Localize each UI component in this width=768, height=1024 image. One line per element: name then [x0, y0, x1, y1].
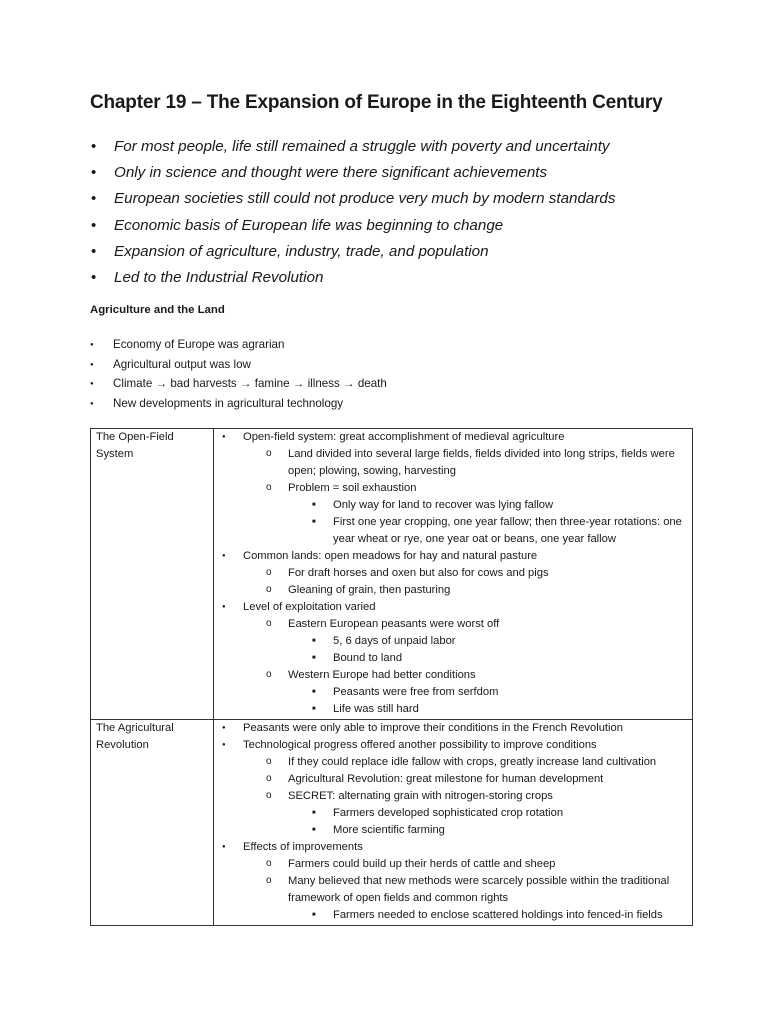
- intro-bullet: • Economic basis of European life was beginning to change: [90, 213, 615, 239]
- agriculture-bullet: ● Economy of Europe was agrarian: [90, 335, 387, 355]
- topic-cell: The Open-Field System: [91, 429, 214, 720]
- topic-cell: The Agricultural Revolution: [91, 720, 214, 926]
- detail-cell: [214, 429, 693, 720]
- intro-bullet: • For most people, life still remained a struggle with poverty and uncertainty: [90, 134, 615, 160]
- outline-item-level-2: o Western Europe had better conditions: [214, 667, 688, 684]
- intro-bullet: • Only in science and thought were there significant achievements: [90, 160, 615, 186]
- intro-bullet: • Expansion of agriculture, industry, trade, and population: [90, 239, 615, 265]
- outline-item-level-3: ■ Only way for land to recover was lying fallow: [214, 497, 688, 514]
- outline-item-level-1: ● Effects of improvements: [214, 839, 688, 856]
- intro-bullet-list: [90, 134, 615, 291]
- outline-item-level-3: ■ First one year cropping, one year fallow; then three-year rotations: one year wheat or rye, one year oat or beans, one year fallow: [214, 514, 688, 548]
- chapter-title: Chapter 19 – The Expansion of Europe in the Eighteenth Century: [90, 92, 663, 113]
- outline-item-level-1: ● Peasants were only able to improve their conditions in the French Revolution: [214, 720, 688, 737]
- table-row: [91, 720, 693, 926]
- notes-table: [90, 428, 693, 926]
- outline-item-level-3: ■ Bound to land: [214, 650, 688, 667]
- outline-item-level-2: o If they could replace idle fallow with crops, greatly increase land cultivation: [214, 754, 688, 771]
- outline-item-level-3: ■ Farmers developed sophisticated crop rotation: [214, 805, 688, 822]
- outline-item-level-2: o SECRET: alternating grain with nitrogen-storing crops: [214, 788, 688, 805]
- agriculture-bullet-list: [90, 335, 387, 414]
- outline-item-level-3: ■ Farmers needed to enclose scattered holdings into fenced-in fields: [214, 907, 688, 924]
- detail-cell: [214, 720, 693, 926]
- outline-item-level-2: o Farmers could build up their herds of cattle and sheep: [214, 856, 688, 873]
- outline-item-level-1: ● Technological progress offered another possibility to improve conditions: [214, 737, 688, 754]
- table-row: [91, 429, 693, 720]
- outline-item-level-3: ■ 5, 6 days of unpaid labor: [214, 633, 688, 650]
- agriculture-bullet: ● New developments in agricultural technology: [90, 394, 387, 414]
- intro-bullet: • Led to the Industrial Revolution: [90, 265, 615, 291]
- outline-item-level-3: ■ Peasants were free from serfdom: [214, 684, 688, 701]
- agriculture-bullet: ● Climate → bad harvests → famine → illness → death: [90, 374, 387, 394]
- outline-item-level-3: ■ More scientific farming: [214, 822, 688, 839]
- outline-item-level-2: o Agricultural Revolution: great milestone for human development: [214, 771, 688, 788]
- notes-table-body: [91, 429, 693, 926]
- outline-item-level-2: o Problem = soil exhaustion: [214, 480, 688, 497]
- outline-item-level-3: ■ Life was still hard: [214, 701, 688, 718]
- outline-item-level-2: o For draft horses and oxen but also for cows and pigs: [214, 565, 688, 582]
- outline-item-level-2: o Gleaning of grain, then pasturing: [214, 582, 688, 599]
- outline-item-level-1: ● Common lands: open meadows for hay and natural pasture: [214, 548, 688, 565]
- section-heading: Agriculture and the Land: [90, 304, 225, 316]
- outline-item-level-2: o Many believed that new methods were scarcely possible within the traditional framework of open fields and common rights: [214, 873, 688, 907]
- outline-item-level-1: ● Open-field system: great accomplishment of medieval agriculture: [214, 429, 688, 446]
- outline-item-level-1: ● Level of exploitation varied: [214, 599, 688, 616]
- outline-item-level-2: o Land divided into several large fields, fields divided into long strips, fields were open; plowing, sowing, harvesting: [214, 446, 688, 480]
- intro-bullet: • European societies still could not produce very much by modern standards: [90, 186, 615, 212]
- agriculture-bullet: ● Agricultural output was low: [90, 355, 387, 375]
- outline-item-level-2: o Eastern European peasants were worst off: [214, 616, 688, 633]
